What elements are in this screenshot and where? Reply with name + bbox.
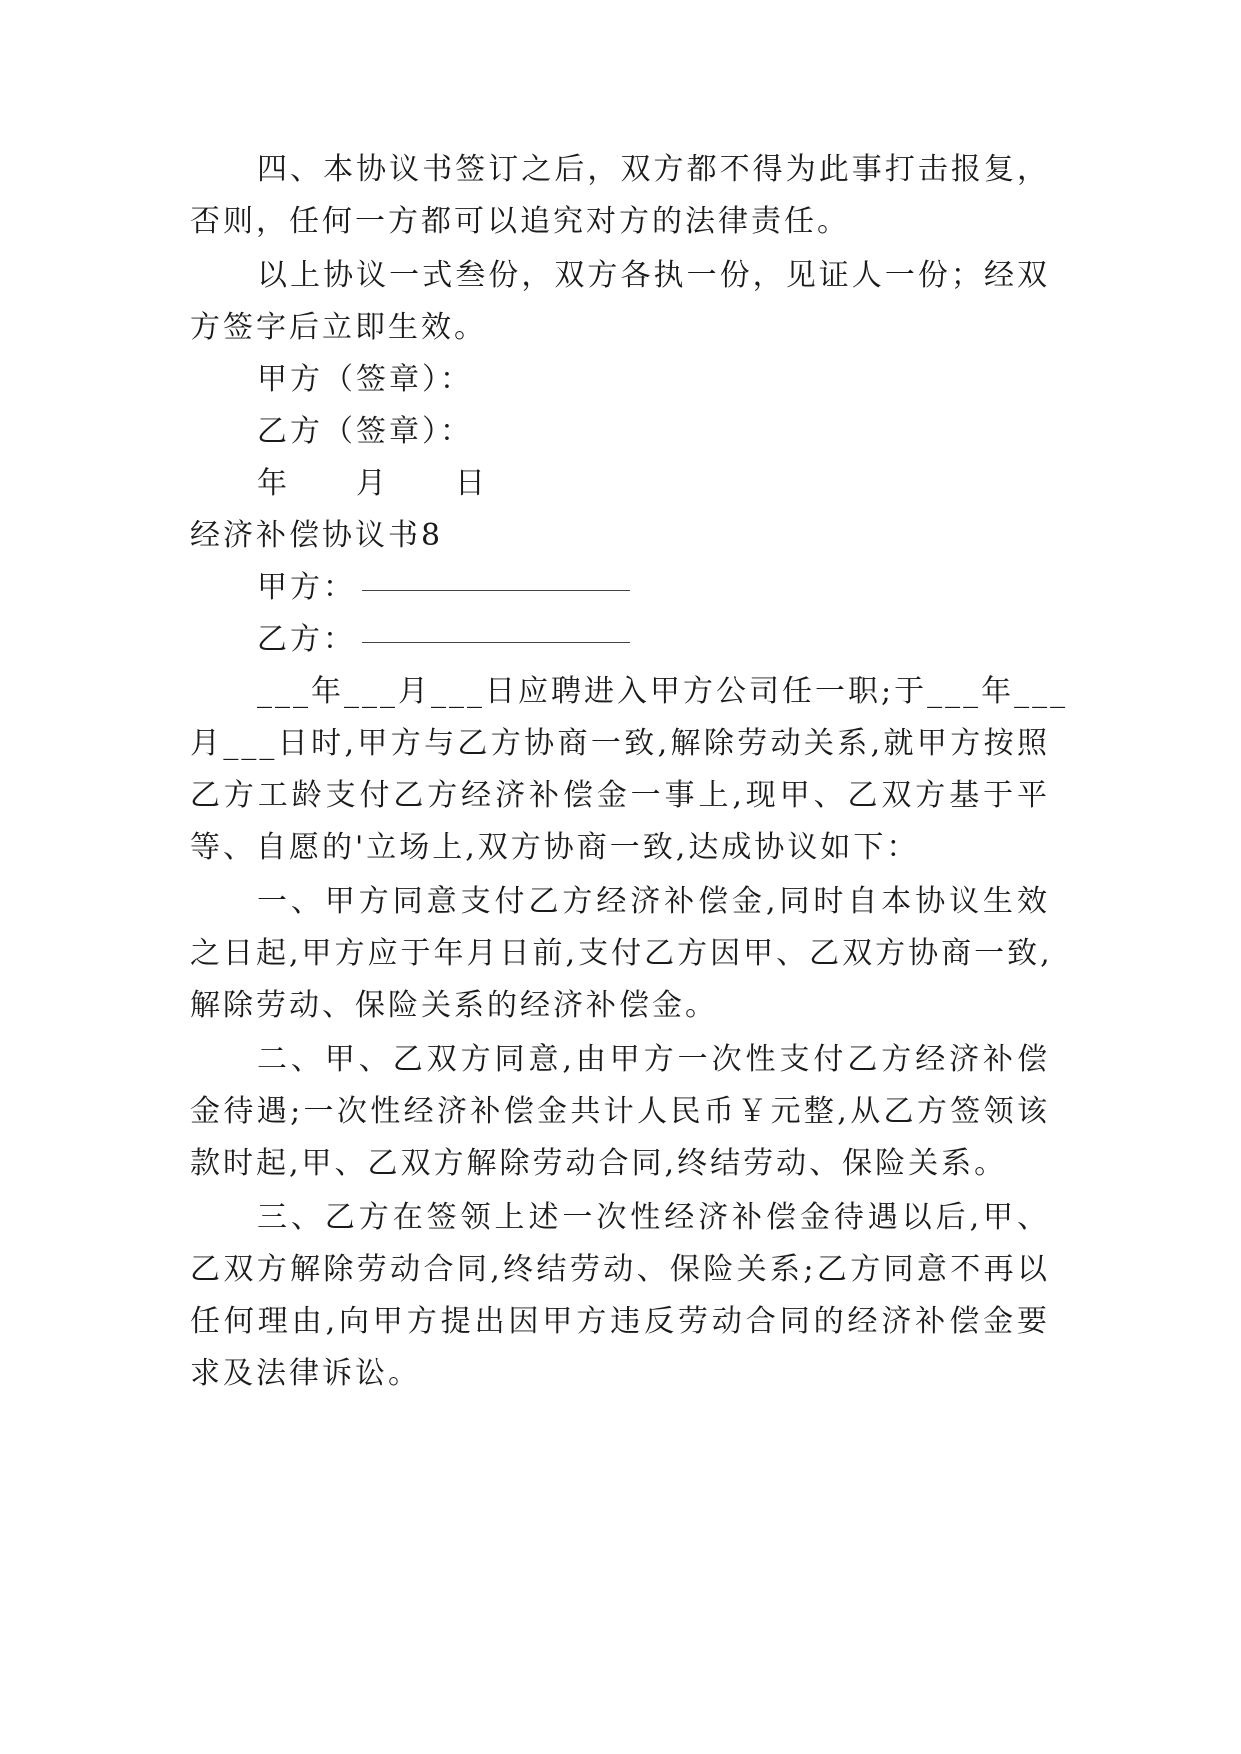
party-a-label: 甲方： <box>257 570 356 605</box>
paragraph-line: ___年___月___日应聘进入甲方公司任一职;于___年___ <box>257 674 1069 709</box>
paragraph-line: 之日起,甲方应于年月日前,支付乙方因甲、乙双方协商一致, <box>190 936 1053 971</box>
party-b-field <box>257 620 1050 660</box>
party-a-signature-label: 甲方（签章）： <box>257 362 473 397</box>
document-title: 经济补偿协议书8 <box>190 518 444 553</box>
paragraph-line: 金待遇;一次性经济补偿金共计人民币￥元整,从乙方签领该 <box>190 1094 1050 1129</box>
paragraph-line: 等、自愿的'立场上,双方协商一致,达成协议如下： <box>190 830 920 865</box>
party-a-field <box>257 568 1050 608</box>
paragraph-line: 月___日时,甲方与乙方协商一致,解除劳动关系,就甲方按照 <box>190 726 1050 761</box>
paragraph-line: 三、乙方在签领上述一次性经济补偿金待遇以后,甲、 <box>257 1200 1050 1235</box>
paragraph-line: 以上协议一式叁份，双方各执一份，见证人一份；经双 <box>257 258 1050 293</box>
party-b-label: 乙方： <box>257 622 356 657</box>
party-a-blank <box>362 590 630 591</box>
paragraph-line: 求及法律诉讼。 <box>190 1356 421 1391</box>
party-b-blank <box>362 642 630 643</box>
party-b-signature-label: 乙方（签章）： <box>257 414 473 449</box>
paragraph-line: 二、甲、乙双方同意,由甲方一次性支付乙方经济补偿 <box>257 1042 1050 1077</box>
paragraph-line: 四、本协议书签订之后，双方都不得为此事打击报复， <box>257 152 1050 187</box>
paragraph-line: 乙双方解除劳动合同,终结劳动、保险关系;乙方同意不再以 <box>190 1252 1050 1287</box>
paragraph-line: 乙方工龄支付乙方经济补偿金一事上,现甲、乙双方基于平 <box>190 778 1050 813</box>
date-label: 年 月 日 <box>257 466 488 501</box>
paragraph-line: 款时起,甲、乙双方解除劳动合同,终结劳动、保险关系。 <box>190 1146 1008 1181</box>
paragraph-line: 任何理由,向甲方提出因甲方违反劳动合同的经济补偿金要 <box>190 1304 1050 1339</box>
paragraph-line: 方签字后立即生效。 <box>190 310 487 345</box>
paragraph-line: 一、甲方同意支付乙方经济补偿金,同时自本协议生效 <box>257 884 1050 919</box>
paragraph-line: 解除劳动、保险关系的经济补偿金。 <box>190 988 718 1023</box>
paragraph-line: 否则，任何一方都可以追究对方的法律责任。 <box>190 204 850 239</box>
